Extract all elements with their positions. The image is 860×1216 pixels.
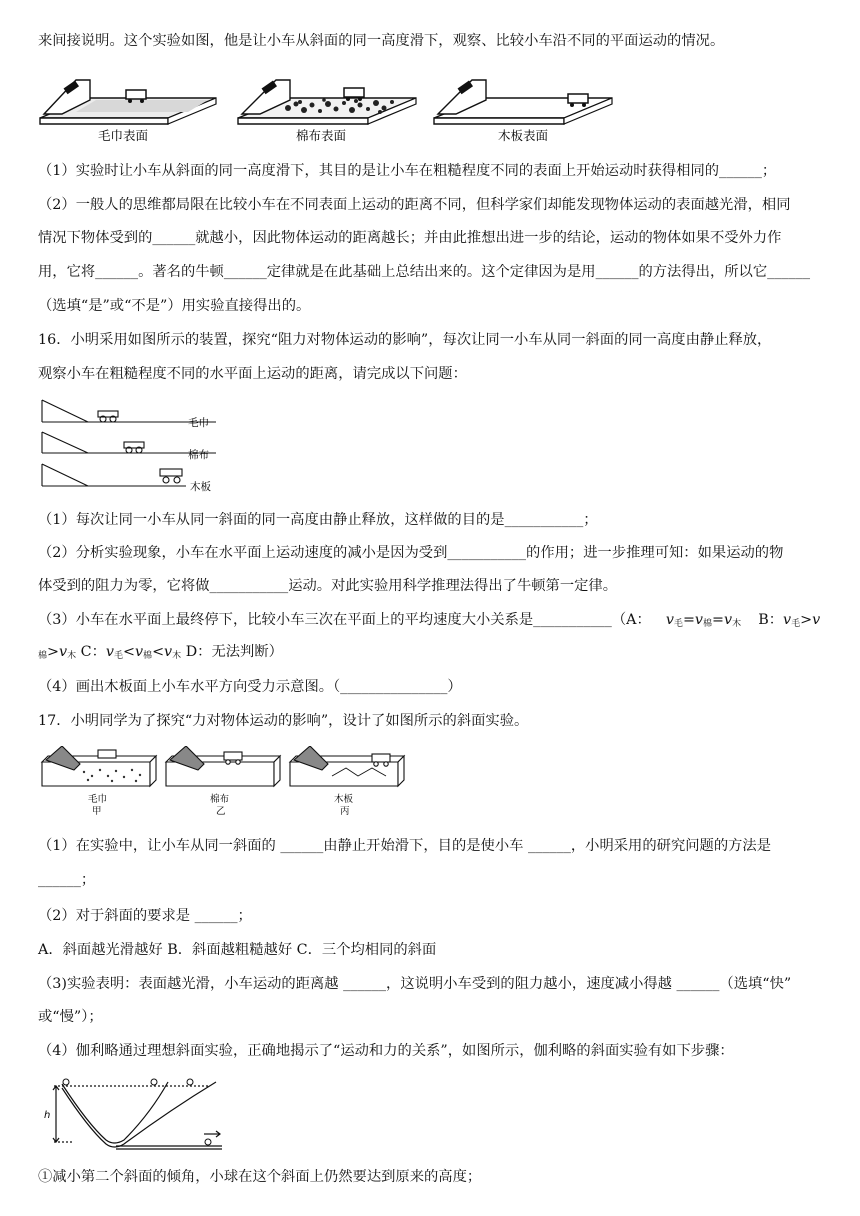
fig-label-bing: 丙 <box>340 806 350 817</box>
q16-stem-line1: 16．小明采用如图所示的装置，探究“阻力对物体运动的影响”，每次让同一小车从同一斜面的同一高度由静止释放， <box>38 332 772 348</box>
q17-part3-line1: （3)实验表明：表面越光滑，小车运动的距离越 ______，这说明小车受到的阻力越小，速度减小得越 ______（选填“快” <box>38 976 792 992</box>
q15-part2-line1: （2）一般人的思维都局限在比较小车在不同表面上运动的距离不同，但科学家们却能发现物体运动的表面越光滑，相同 <box>38 197 791 213</box>
q16-part1: （1）每次让同一小车从同一斜面的同一高度由静止释放，这样做的目的是___________； <box>38 512 598 528</box>
q15-intro: 来间接说明。这个实验如图，他是让小车从斜面的同一高度滑下，观察、比较小车沿不同的平面运动的情况。 <box>38 33 725 49</box>
q17-part1-line2: ______； <box>38 872 96 888</box>
q15-figure <box>38 74 618 150</box>
fig-label-towel: 毛巾表面 <box>98 128 149 143</box>
q17-figure <box>40 746 420 820</box>
fig-label-cotton: 棉布表面 <box>296 128 347 143</box>
q17-options: A．斜面越光滑越好 B．斜面越粗糙越好 C．三个均相同的斜面 <box>38 942 437 958</box>
fig-label-towel-16: 毛巾 <box>188 417 209 429</box>
q16-stem-line2: 观察小车在粗糙程度不同的水平面上运动的距离，请完成以下问题： <box>38 366 467 382</box>
q16-part3-line1: （3）小车在水平面上最终停下，比较小车三次在平面上的平均速度大小关系是___________（A： $v_毛=v_棉=v_木$ B：$v_毛>v$ <box>38 612 821 629</box>
fig-label-wood: 木板表面 <box>498 128 549 143</box>
q17-stem: 17．小明同学为了探究“力对物体运动的影响”，设计了如图所示的斜面实验。 <box>38 713 529 729</box>
q15-part2-line2: 情况下物体受到的______就越小，因此物体运动的距离越长；并由此推想出进一步的结论，运动的物体如果不受外力作 <box>38 230 782 246</box>
q16-part2-line1: （2）分析实验现象，小车在水平面上运动速度的减小是因为受到___________的作用；进一步推理可知：如果运动的物 <box>38 545 784 561</box>
fig-label-cotton-17: 棉布 <box>210 794 230 805</box>
fig-label-wood-17: 木板 <box>334 794 354 805</box>
q17-part3-line2: 或“慢”）； <box>38 1009 103 1025</box>
height-label-h: h <box>44 1110 51 1121</box>
wood-setup-figure <box>290 746 404 786</box>
galileo-ramp-figure <box>40 1074 230 1154</box>
fig-label-cotton-16: 棉布 <box>188 449 209 461</box>
q15-part1: （1）实验时让小车从斜面的同一高度滑下，其目的是让小车在粗糙程度不同的表面上开始运动时获得相同的______； <box>38 163 777 179</box>
cotton-board-figure <box>238 80 416 124</box>
q17-part2: （2）对于斜面的要求是 ______； <box>38 908 252 924</box>
towel-setup-figure <box>42 746 156 786</box>
towel-board-figure <box>40 80 216 124</box>
cotton-setup-figure <box>166 746 280 786</box>
fig-label-wood-16: 木板 <box>190 481 211 492</box>
wood-board-figure <box>434 80 612 124</box>
fig-label-towel-17: 毛巾 <box>88 794 108 805</box>
q15-part2-line4: （选填“是”或“不是”）用实验直接得出的。 <box>38 298 311 314</box>
q17-part4: （4）伽利略通过理想斜面实验，正确地揭示了“运动和力的关系”，如图所示，伽利略的斜面实验有如下步骤： <box>38 1043 734 1059</box>
q15-part2-line3: 用，它将______。著名的牛顿______定律就是在此基础上总结出来的。这个定律因为是用______的方法得出，所以它______ <box>38 264 811 280</box>
q17-part1-line1: （1）在实验中，让小车从同一斜面的 ______由静止开始滑下，目的是使小车 ______，小明采用的研究问题的方法是 <box>38 838 772 854</box>
fig-label-jia: 甲 <box>92 806 102 817</box>
q16-part2-line2: 体受到的阻力为零，它将做___________运动。对此实验用科学推理法得出了牛顿第一定律。 <box>38 578 618 594</box>
q16-part4: （4）画出木板面上小车水平方向受力示意图。（_______________） <box>38 679 462 695</box>
q17-step1: ①减小第二个斜面的倾角，小球在这个斜面上仍然要达到原来的高度； <box>38 1169 482 1185</box>
q16-figure <box>40 398 230 492</box>
q16-part3-line2: $_棉>v_木$ C：$v_毛<v_棉<v_木$ D：无法判断） <box>38 644 283 661</box>
fig-label-yi: 乙 <box>216 806 226 817</box>
